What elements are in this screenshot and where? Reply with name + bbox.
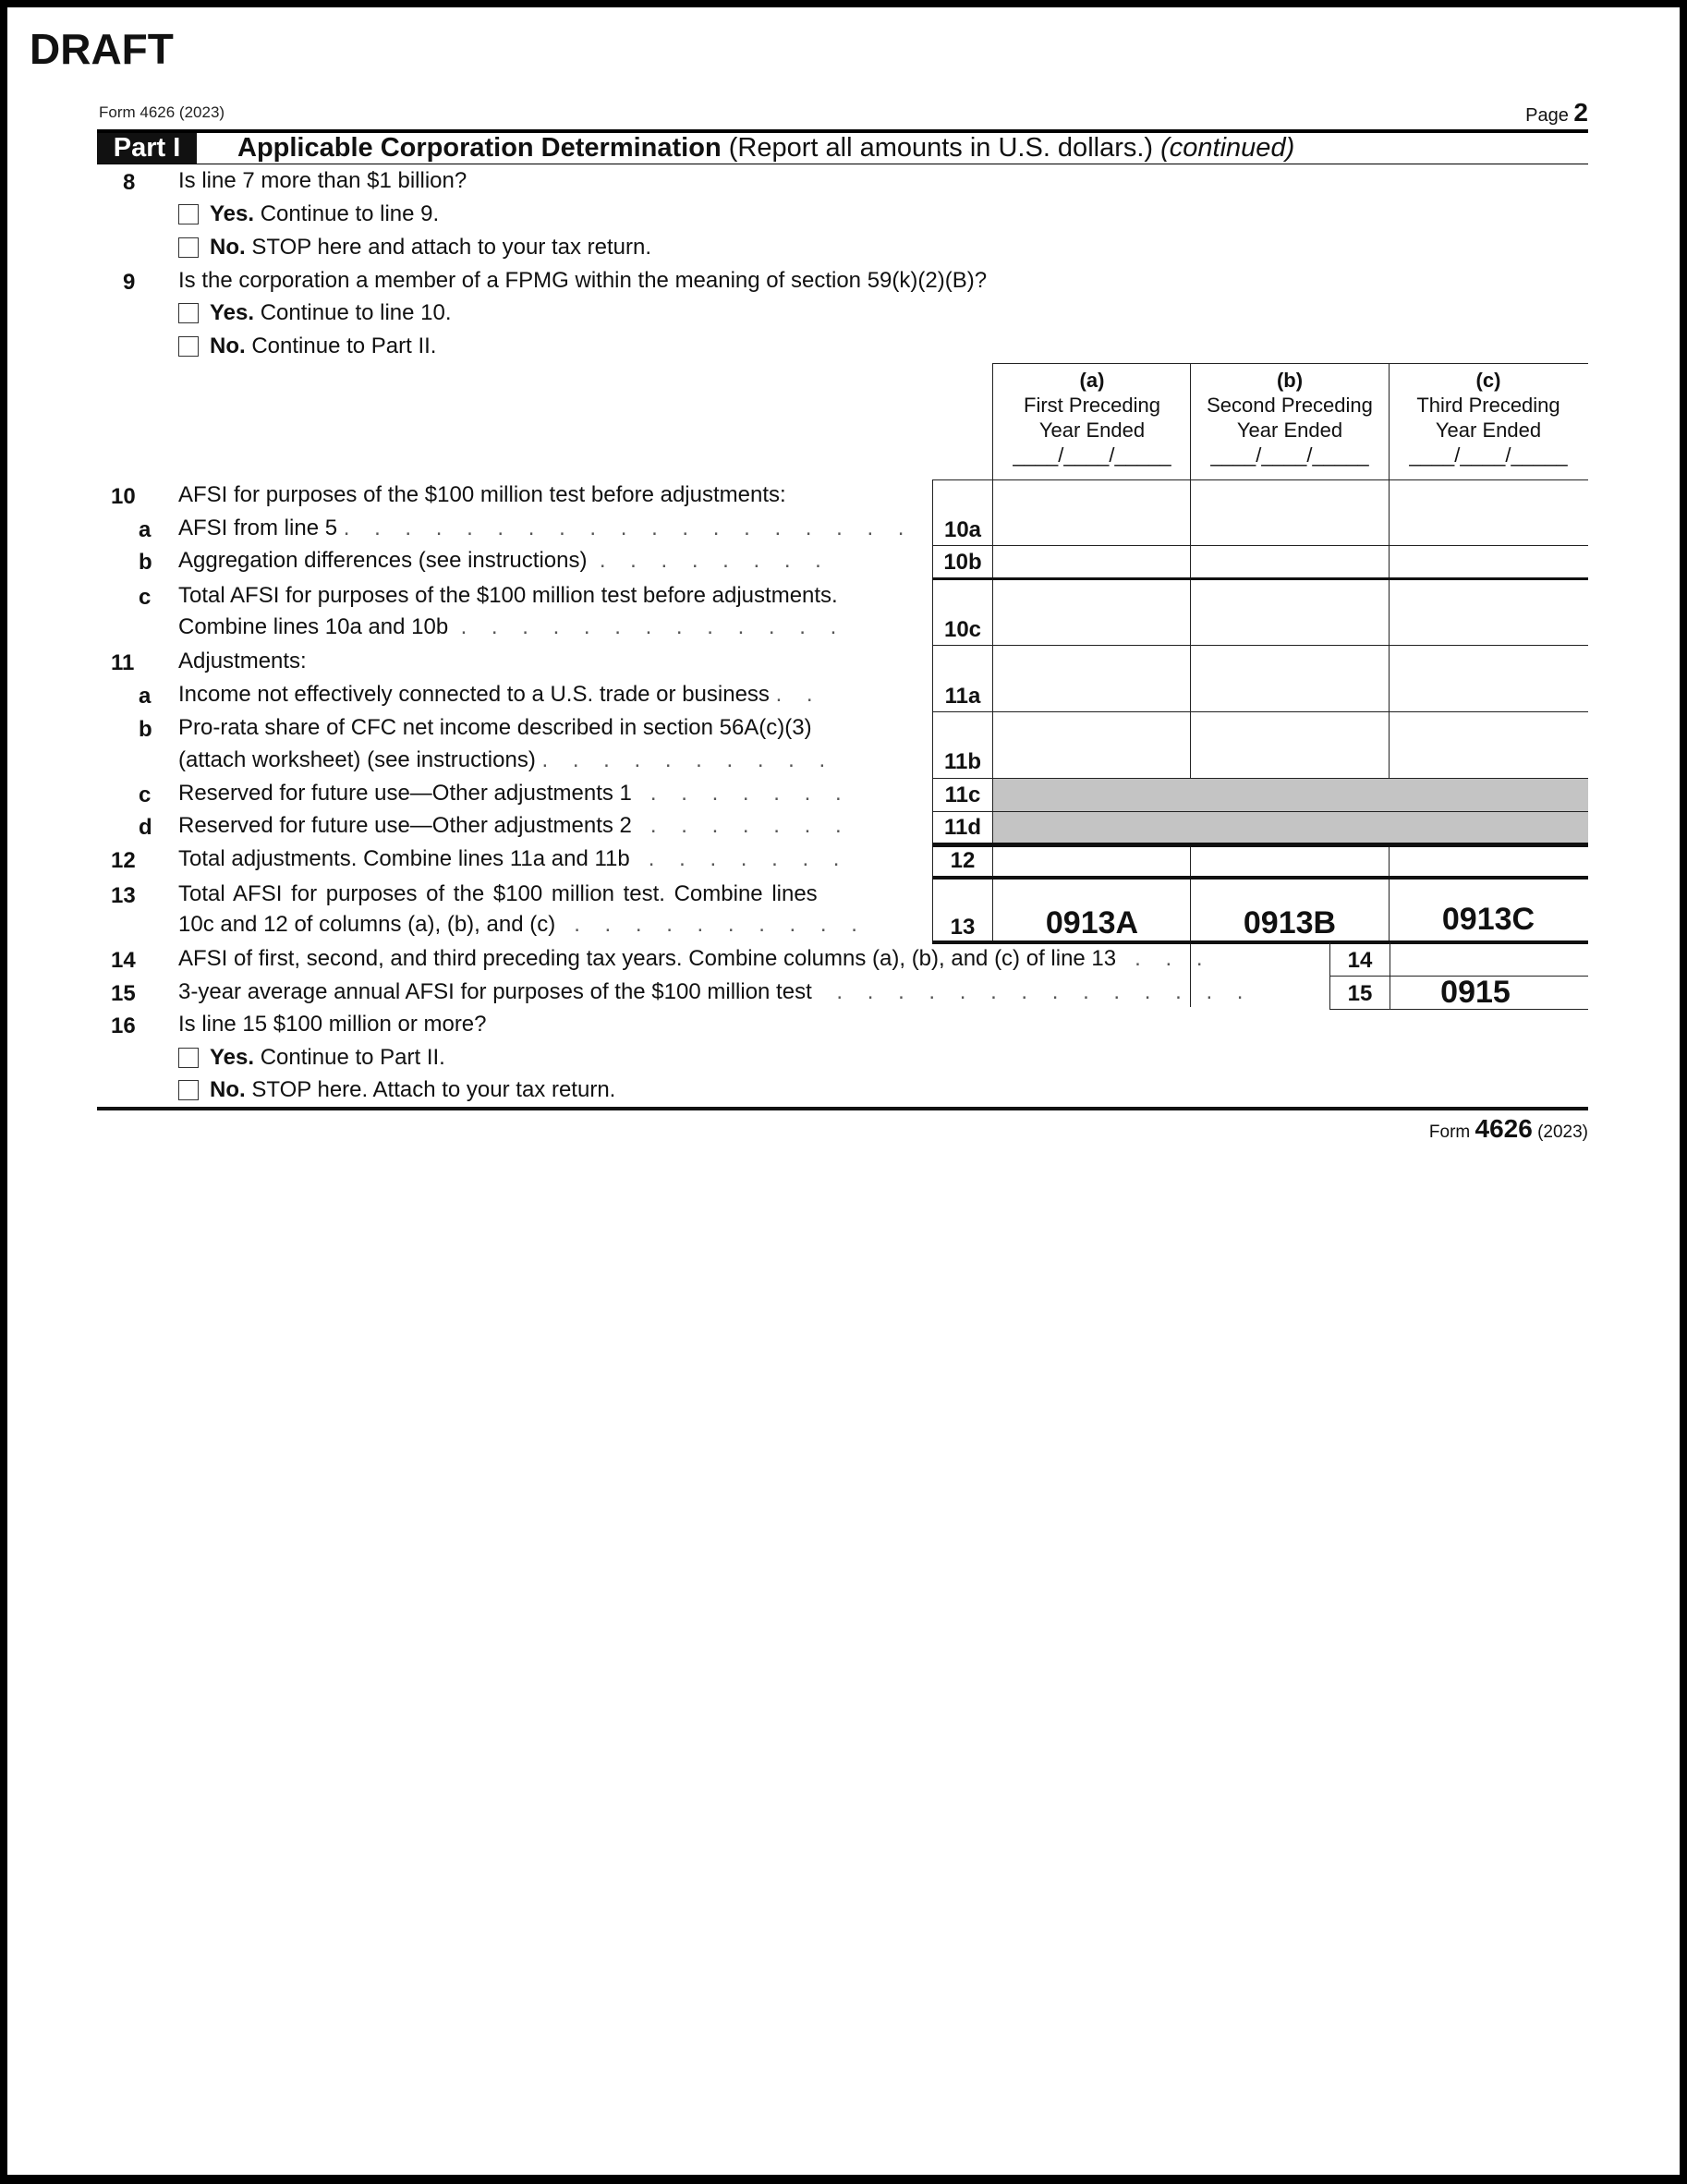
col-a-header (993, 368, 1191, 467)
line-10c-col-b-input[interactable] (1191, 580, 1389, 645)
line-14-number: 14 (111, 948, 136, 973)
line-9-number: 9 (123, 270, 136, 295)
leader-dots: . . . . . . . (649, 813, 851, 838)
line-10b-desc: Aggregation differences (see instructions) (178, 548, 588, 573)
line-15-number: 15 (111, 981, 136, 1006)
line-12-text (178, 846, 848, 872)
part-label: Part I (97, 133, 197, 164)
line-9-text: Is the corporation a member of a FPMG within the meaning of section 59(k)(2)(B)? (178, 268, 988, 293)
yes-bold: Yes. (210, 1045, 255, 1070)
line-10a-box-label: 10a (943, 517, 982, 542)
no-text: STOP here. Attach to your tax return. (251, 1077, 616, 1102)
no-bold: No. (210, 235, 246, 260)
line-16-number: 16 (111, 1013, 136, 1038)
page-label: Page (1525, 105, 1569, 126)
line-11a-box-label: 11a (944, 684, 981, 709)
line-13-number: 13 (111, 883, 136, 908)
col-a-line1: First Preceding (1024, 394, 1160, 417)
line-11d-desc: Reserved for future use—Other adjustments 2 (178, 813, 632, 838)
line-11c-box-label: 11c (944, 783, 981, 807)
line-16-yes-label (210, 1045, 445, 1071)
line-10a-desc: AFSI from line 5 (178, 516, 338, 540)
line-10b-col-a-input[interactable] (993, 546, 1190, 577)
line-10-text: AFSI for purposes of the $100 million test before adjustments: (178, 482, 786, 507)
leader-dots: . . . . . . . (648, 846, 849, 871)
line-10a-col-c-input[interactable] (1390, 480, 1588, 545)
no-text: Continue to Part II. (251, 334, 437, 358)
line-8-yes-label (210, 201, 439, 227)
line-12-col-b-input[interactable] (1191, 847, 1389, 876)
col-b-date-field[interactable]: ____/____/_____ (1210, 443, 1369, 467)
line-13-col-b-value[interactable]: 0913B (1243, 905, 1337, 940)
line-9-no-checkbox[interactable] (178, 336, 199, 357)
line-11b-col-a-input[interactable] (993, 712, 1190, 778)
col-b-line2: Year Ended (1236, 419, 1343, 442)
line-8-number: 8 (123, 170, 136, 195)
line-13-desc: 10c and 12 of columns (a), (b), and (c) (178, 912, 556, 937)
line-9-no-label (210, 334, 436, 359)
part-title (237, 133, 1294, 163)
line-12-number: 12 (111, 848, 136, 873)
line-13-col-c-value[interactable]: 0913C (1441, 902, 1535, 937)
line-11b-text2 (178, 747, 834, 773)
line-13-text1: Total AFSI for purposes of the $100 million test. Combine lines (178, 881, 818, 906)
line-10c-text2 (178, 614, 845, 640)
line-9-yes-checkbox[interactable] (178, 303, 199, 323)
line-11b-box-label: 11b (943, 749, 982, 774)
col-header-top-rule (992, 363, 1588, 364)
line-8-text: Is line 7 more than $1 billion? (178, 168, 467, 193)
col-c-line1: Third Preceding (1416, 394, 1560, 417)
no-bold: No. (210, 1077, 246, 1102)
table-rule-thick (932, 876, 1588, 880)
leader-dots: . . . . . . . (649, 781, 851, 806)
line-10b-col-c-input[interactable] (1390, 546, 1588, 577)
leader-dots: . . . . . . . . . . . . . . (836, 979, 1253, 1004)
line-10a-col-b-input[interactable] (1191, 480, 1389, 545)
col-c-line2: Year Ended (1435, 419, 1542, 442)
line-10-number: 10 (111, 484, 136, 509)
part-header-bar (97, 129, 1588, 164)
yes-bold: Yes. (210, 201, 255, 226)
col-b-line1: Second Preceding (1207, 394, 1373, 417)
line-11d-box-label: 11d (943, 815, 982, 840)
line-11d-text (178, 813, 851, 839)
line-11a-text (178, 682, 822, 708)
line-12-desc: Total adjustments. Combine lines 11a and 11b (178, 846, 630, 871)
line-10c-box-label: 10c (943, 617, 982, 642)
part-continued: (continued) (1160, 133, 1295, 163)
leader-dots: . . . (1135, 946, 1212, 971)
line-16-no-checkbox[interactable] (178, 1080, 199, 1100)
line-10c-letter: c (139, 585, 152, 610)
part-title-bold: Applicable Corporation Determination (237, 133, 722, 163)
line-11b-col-c-input[interactable] (1390, 712, 1588, 778)
line-14-text (178, 946, 1211, 972)
col-c-letter: (c) (1475, 369, 1501, 392)
line-15-value[interactable]: 0915 (1440, 975, 1511, 1010)
line-10c-text1: Total AFSI for purposes of the $100 million test before adjustments. (178, 583, 838, 608)
col-c-date-field[interactable]: ____/____/_____ (1409, 443, 1568, 467)
line-11a-desc: Income not effectively connected to a U.S. trade or business (178, 682, 770, 707)
line-15-desc: 3-year average annual AFSI for purposes of the $100 million test (178, 979, 812, 1004)
col-a-line2: Year Ended (1038, 419, 1146, 442)
line-10c-col-a-input[interactable] (993, 580, 1190, 645)
leader-dots: . . . . . . . . (599, 548, 831, 573)
line-13-col-a-value[interactable]: 0913A (1045, 905, 1139, 940)
line-11c-letter: c (139, 783, 152, 807)
page-indicator (1525, 98, 1588, 127)
line-11b-letter: b (139, 717, 152, 742)
draft-watermark: DRAFT (30, 25, 174, 73)
form-footer (1429, 1114, 1588, 1144)
leader-dots: . . . . . . . . . . . . . (460, 614, 846, 639)
leader-dots: . . (775, 682, 822, 707)
line-10a-text (178, 516, 913, 541)
line-10a-col-a-input[interactable] (993, 480, 1190, 545)
yes-text: Continue to Part II. (260, 1045, 445, 1070)
leader-dots: . . . . . . . . . . . . . . . . . . . (343, 516, 914, 540)
line-12-box-label: 12 (950, 848, 976, 873)
line-16-yes-checkbox[interactable] (178, 1048, 199, 1068)
col-c-header (1390, 368, 1587, 467)
line-15-text (178, 979, 1252, 1005)
form-header-label: Form 4626 (2023) (99, 103, 225, 121)
line-13-box-label: 13 (950, 915, 976, 940)
leader-dots: . . . . . . . . . . (541, 747, 835, 772)
line-8-yes-checkbox[interactable] (178, 204, 199, 224)
line-13-text2 (178, 912, 867, 938)
line-11a-letter: a (139, 684, 152, 709)
yes-bold: Yes. (210, 300, 255, 325)
line-12-col-a-input[interactable] (993, 847, 1190, 876)
line-14-desc: AFSI of first, second, and third preceding tax years. Combine columns (a), (b), and (c) of line 13 (178, 946, 1117, 971)
yes-text: Continue to line 10. (260, 300, 452, 325)
col-b-header (1191, 368, 1389, 467)
leader-dots: . . . . . . . . . . (574, 912, 867, 937)
line-11b-desc: (attach worksheet) (see instructions) (178, 747, 536, 772)
line-16-text: Is line 15 $100 million or more? (178, 1012, 487, 1037)
footer-form-word: Form (1428, 1122, 1471, 1142)
line-8-no-checkbox[interactable] (178, 237, 199, 258)
line-12-col-c-input[interactable] (1390, 847, 1588, 876)
line-11a-col-b-input[interactable] (1191, 646, 1389, 711)
line-11-number: 11 (111, 650, 135, 675)
part-subtitle: (Report all amounts in U.S. dollars.) (728, 133, 1154, 163)
col-b-letter: (b) (1276, 369, 1304, 392)
footer-year: (2023) (1537, 1122, 1588, 1142)
line-11b-col-b-input[interactable] (1191, 712, 1389, 778)
line-10a-letter: a (139, 517, 152, 542)
form-bottom-rule (97, 1107, 1588, 1110)
line-11c-text (178, 781, 851, 807)
line-8-no-label (210, 235, 651, 261)
line-16-no-label (210, 1077, 615, 1103)
line-9-yes-label (210, 300, 452, 326)
page-number: 2 (1573, 98, 1588, 127)
line-10b-letter: b (139, 550, 152, 575)
yes-text: Continue to line 9. (260, 201, 440, 226)
line-14-box-label: 14 (1347, 948, 1373, 973)
line-10c-desc: Combine lines 10a and 10b (178, 614, 449, 639)
line-11a-col-a-input[interactable] (993, 646, 1190, 711)
table-rule (932, 778, 1588, 779)
line-10b-text (178, 548, 831, 574)
col-a-date-field[interactable]: ____/____/_____ (1013, 443, 1171, 467)
line-10c-col-c-input[interactable] (1390, 580, 1588, 645)
line-10b-box-label: 10b (943, 550, 982, 575)
no-bold: No. (210, 334, 246, 358)
table-rule (932, 811, 1588, 812)
line-10b-col-b-input[interactable] (1191, 546, 1389, 577)
line-11d-letter: d (139, 815, 152, 840)
line-11c-desc: Reserved for future use—Other adjustments 1 (178, 781, 632, 806)
line-15-box-label: 15 (1347, 981, 1373, 1006)
no-text: STOP here and attach to your tax return. (251, 235, 652, 260)
col-a-letter: (a) (1079, 369, 1105, 392)
line-11b-text1: Pro-rata share of CFC net income described in section 56A(c)(3) (178, 715, 812, 740)
line-11-text: Adjustments: (178, 649, 307, 673)
line-11a-col-c-input[interactable] (1390, 646, 1588, 711)
footer-form-number: 4626 (1475, 1114, 1533, 1143)
